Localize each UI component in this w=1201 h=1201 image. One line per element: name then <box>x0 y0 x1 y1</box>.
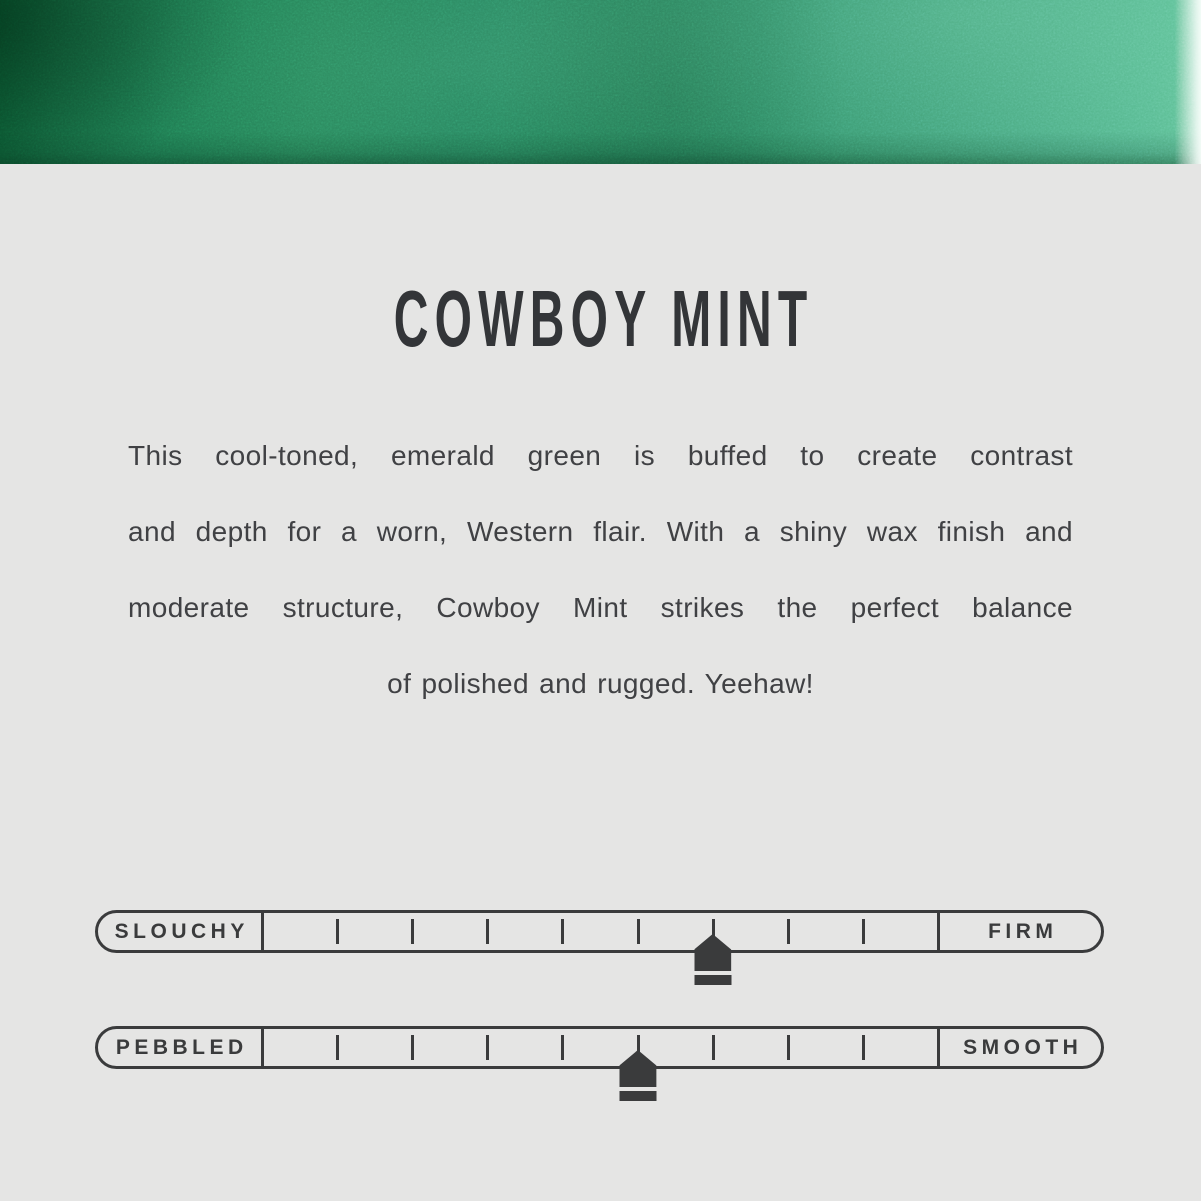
scale-capsule <box>95 1026 1104 1069</box>
tick-mark <box>486 919 489 944</box>
scale-label-slouchy: SLOUCHY <box>98 913 264 950</box>
tick-mark <box>862 919 865 944</box>
tick-track <box>264 1029 937 1066</box>
structure-scale <box>95 910 1104 953</box>
tick-mark <box>787 1035 790 1060</box>
scale-label-firm: FIRM <box>937 913 1101 950</box>
marker-base-bar <box>619 1091 656 1101</box>
tick-mark <box>411 919 414 944</box>
description-line: and depth for a worn, Western flair. With a shiny wax finish and <box>128 516 1073 547</box>
tick-mark <box>862 1035 865 1060</box>
tick-mark <box>787 919 790 944</box>
tick-mark <box>712 1035 715 1060</box>
tick-mark <box>336 1035 339 1060</box>
scale-label-pebbled: PEBBLED <box>98 1029 264 1066</box>
tick-mark <box>486 1035 489 1060</box>
tick-mark <box>411 1035 414 1060</box>
page-title: COWBOY MINT <box>393 274 814 363</box>
scale-marker <box>694 934 731 985</box>
description-line: moderate structure, Cowboy Mint strikes the perfect balance <box>128 592 1073 623</box>
scale-marker <box>619 1050 656 1101</box>
product-description <box>128 418 1073 722</box>
leather-grain-texture <box>0 0 1201 164</box>
tick-mark <box>637 919 640 944</box>
tick-mark <box>336 919 339 944</box>
scale-label-smooth: SMOOTH <box>937 1029 1101 1066</box>
tick-mark <box>561 1035 564 1060</box>
tick-track <box>264 913 937 950</box>
leather-swatch-photo <box>0 0 1201 164</box>
texture-scale <box>95 1026 1104 1069</box>
marker-pin-icon <box>619 1050 656 1087</box>
tick-mark <box>561 919 564 944</box>
scale-capsule <box>95 910 1104 953</box>
marker-base-bar <box>694 975 731 985</box>
description-line: of polished and rugged. Yeehaw! <box>387 668 814 699</box>
description-line: This cool-toned, emerald green is buffed to create contrast <box>128 440 1073 471</box>
marker-pin-icon <box>694 934 731 971</box>
